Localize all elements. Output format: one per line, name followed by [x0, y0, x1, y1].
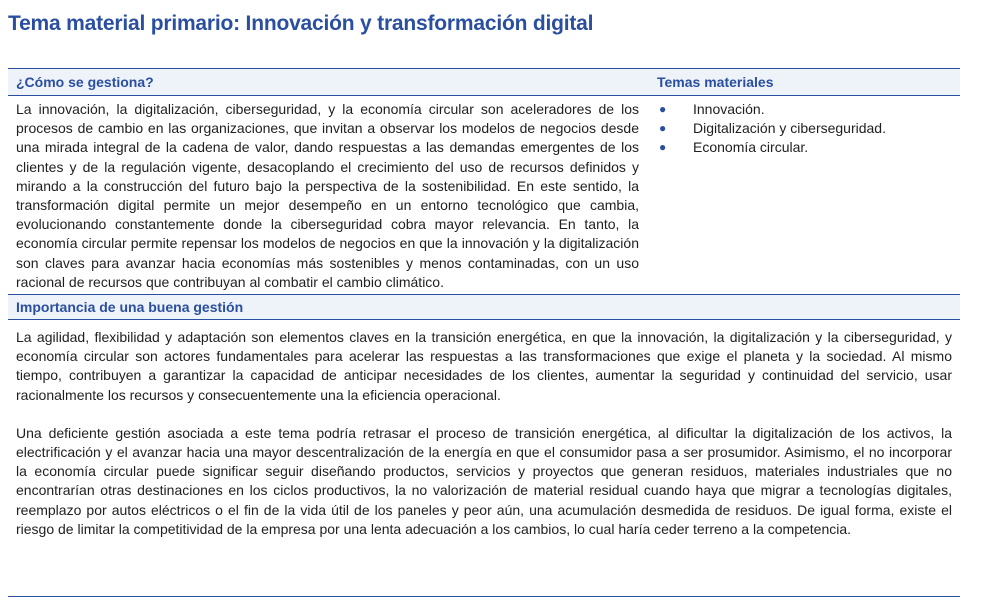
bullet-icon: ● [659, 121, 667, 136]
page-title: Tema material primario: Innovación y transformación digital [8, 12, 594, 35]
bottom-divider [8, 596, 960, 597]
how-managed-header: ¿Cómo se gestiona? [16, 74, 154, 90]
bullet-icon: ● [659, 140, 667, 155]
bullet-icon: ● [659, 102, 667, 116]
importance-section [8, 320, 960, 539]
how-managed-text: La innovación, la digitalización, ciberseguridad, y la economía circular son aceleradores de los procesos de cambio en las organizaciones, que invitan a observar los modelos de negocios desde una mirada integral de la cadena de valor, dando respuestas a las demandas emergentes de los clientes y de la regulación vigente, desacoplando el crecimiento del uso de recursos definidos y mirando a la construcción del futuro bajo la perspectiva de la sostenibilidad. En este sentido, la transformación digital permite un mejor desempeño en un entorno tecnológico que cambia, evolucionando constantemente donde la ciberseguridad cobra mayor relevancia. En tanto, la economía circular permite repensar los modelos de negocios en que la innovación y la digitalización son claves para avanzar hacia economías más sostenibles y menos contaminadas, con un uso racional de recursos que contribuyan al combatir el cambio climático. [16, 101, 639, 290]
management-row [8, 96, 960, 292]
importance-paragraph-1: La agilidad, flexibilidad y adaptación son elementos claves en la transición energética, en que la innovación, la digitalización y la ciberseguridad, y economía circular son actores fundamentales para acelerar las respuestas a las transformaciones que exige el planeta y la sociedad. Al mismo tiempo, contribuyen a garantizar la capacidad de anticipar necesidades de los clientes, aumentar la seguridad y continuidad del servicio, usar racionalmente los recursos y consecuentemente una la eficiencia operacional. [16, 329, 952, 403]
material-topic-table [8, 68, 960, 539]
list-item: ● Innovación. [657, 100, 886, 119]
importance-paragraph-2: Una deficiente gestión asociada a este tema podría retrasar el proceso de transición energética, al dificultar la digitalización de los activos, la electrificación y el avanzar hacia una mayor descentralización de la energía en que el consumidor pasa a ser prosumidor. Asimismo, el no incorporar la economía circular puede significar seguir diseñando productos, servicios y proyectos que generan residuos, materiales industriales que no encontrarían otras destinaciones en los ciclos productivos, la no valorización de material residual cuando haya que migrar a tecnologías digitales, reemplazo por autos eléctricos o el fin de la vida útil de los paneles y peor aún, una acumulación desmedida de residuos. De igual forma, existe el riesgo de limitar la competitividad de la empresa por una lenta adecuación a los cambios, lo cual haría ceder terreno a la competencia. [16, 424, 952, 537]
header-row [8, 68, 960, 96]
topics-cell [649, 100, 886, 292]
importance-header: Importancia de una buena gestión [16, 299, 244, 316]
list-item: ● Economía circular. [657, 138, 886, 157]
material-topics-header: Temas materiales [657, 74, 774, 90]
list-item: ● Digitalización y ciberseguridad. [657, 119, 886, 138]
importance-header-row [8, 294, 960, 320]
topics-list [657, 100, 886, 158]
